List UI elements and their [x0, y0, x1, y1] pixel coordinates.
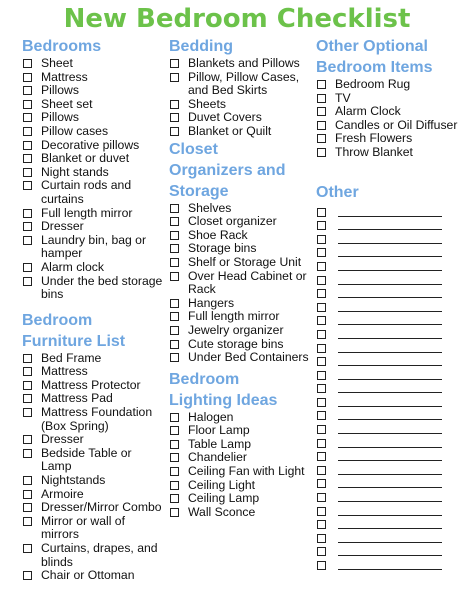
checkbox[interactable] — [170, 231, 179, 240]
checkbox[interactable] — [23, 59, 32, 68]
checklist-item — [169, 438, 312, 452]
checkbox[interactable] — [317, 235, 326, 244]
checkbox[interactable] — [317, 439, 326, 448]
checkbox[interactable] — [170, 100, 179, 109]
checklist-item-label: Blanket or duvet — [41, 151, 130, 166]
checkbox[interactable] — [317, 507, 326, 516]
checklist-item — [169, 324, 312, 338]
checklist-item-label: Sheet set — [41, 96, 93, 111]
checklist-item — [316, 78, 466, 92]
checkbox[interactable] — [23, 381, 32, 390]
checklist-item — [316, 105, 466, 119]
checkbox[interactable] — [317, 398, 326, 407]
checklist-item-label: Ceiling Light — [188, 477, 256, 492]
checklist-item — [169, 256, 312, 270]
blank-checklist-item — [316, 532, 466, 546]
checklist-item-label: Shoe Rack — [188, 227, 248, 242]
checkbox[interactable] — [317, 221, 326, 230]
blank-checklist-item — [316, 301, 466, 315]
checklist-item-label: TV — [335, 90, 351, 105]
checkbox[interactable] — [317, 520, 326, 529]
section-heading-furniture-line1: Bedroom — [22, 311, 93, 329]
checkbox[interactable] — [23, 100, 32, 109]
checkbox[interactable] — [170, 508, 179, 517]
section-heading-optional-line2: Bedroom Items — [316, 59, 433, 76]
checklist-item-label: Mattress Pad — [41, 391, 113, 406]
checkbox[interactable] — [170, 413, 179, 422]
write-in-line[interactable] — [338, 392, 442, 393]
checklist-item — [22, 379, 164, 393]
checklist-item-label: Mattress Foundation (Box Spring) — [41, 405, 153, 433]
checklist-item — [22, 542, 164, 569]
blank-checklist-item — [316, 382, 466, 396]
blank-checklist-item — [316, 314, 466, 328]
checkbox[interactable] — [170, 453, 179, 462]
checklist-item — [169, 338, 312, 352]
section-heading-closet-line2: Organizers and — [169, 161, 286, 179]
write-in-line[interactable] — [338, 555, 442, 556]
checklist-item-label: Pillows — [41, 110, 79, 125]
checklist-item-label: Nightstands — [41, 473, 106, 488]
checklist-item — [169, 465, 312, 479]
blank-checklist-item — [316, 342, 466, 356]
checklist-item — [169, 71, 312, 98]
blank-checklist-item — [316, 233, 466, 247]
blank-checklist-item — [316, 545, 466, 559]
write-in-line[interactable] — [338, 365, 442, 366]
blank-checklist-item — [316, 464, 466, 478]
blank-checklist-item — [316, 274, 466, 288]
checkbox[interactable] — [317, 316, 326, 325]
section-heading-lighting-line2: Lighting Ideas — [169, 391, 278, 409]
checklist-item-label: Candles or Oil Diffuser — [335, 117, 458, 132]
checklist-item — [169, 215, 312, 229]
checklist-item-label: Bedside Table or Lamp — [41, 445, 132, 474]
checklist-item-label: Cute storage bins — [188, 336, 284, 351]
section-heading-optional-line1: Other Optional — [316, 38, 428, 55]
checklist-item — [22, 392, 164, 406]
write-in-line[interactable] — [338, 284, 442, 285]
checkbox[interactable] — [23, 222, 32, 231]
checkbox[interactable] — [317, 547, 326, 556]
write-in-line[interactable] — [338, 270, 442, 271]
checklist-item-label: Shelf or Storage Unit — [188, 254, 302, 269]
checklist-item — [22, 488, 164, 502]
checklist-item-label: Mirror or wall of mirrors — [41, 513, 125, 542]
checklist-item-label: Floor Lamp — [188, 423, 250, 438]
checklist-item — [22, 569, 164, 583]
checkbox[interactable] — [170, 481, 179, 490]
write-in-line[interactable] — [338, 433, 442, 434]
checklist-item — [22, 474, 164, 488]
section-heading-bedrooms: Bedrooms — [22, 38, 102, 55]
checklist-item — [22, 71, 164, 85]
checklist-item-label: Pillows — [41, 83, 79, 98]
write-in-line[interactable] — [338, 243, 442, 244]
checkbox[interactable] — [23, 86, 32, 95]
checkbox[interactable] — [317, 466, 326, 475]
checklist-item — [22, 275, 164, 302]
checkbox[interactable] — [23, 490, 32, 499]
checklist-item — [22, 125, 164, 139]
checklist-item — [22, 220, 164, 234]
blank-checklist-item — [316, 437, 466, 451]
write-in-line[interactable] — [338, 297, 442, 298]
checklist-item-label: Curtains, drapes, and blinds — [41, 541, 158, 569]
checkbox[interactable] — [317, 262, 326, 271]
checklist-item — [22, 57, 164, 71]
blank-checklist-item — [316, 505, 466, 519]
write-in-line[interactable] — [338, 229, 442, 230]
checklist-item — [22, 152, 164, 166]
checkbox[interactable] — [23, 449, 32, 458]
checkbox[interactable] — [23, 127, 32, 136]
blank-checklist-item — [316, 355, 466, 369]
blank-checklist-item — [316, 423, 466, 437]
checklist-item-label: Ceiling Lamp — [188, 491, 260, 506]
checklist-item — [169, 98, 312, 112]
checkbox[interactable] — [170, 272, 179, 281]
checkbox[interactable] — [23, 154, 32, 163]
blank-checklist-item — [316, 287, 466, 301]
checklist-item — [316, 132, 466, 146]
checklist-item — [169, 57, 312, 71]
checklist-item-label: Table Lamp — [188, 436, 252, 451]
write-in-line[interactable] — [338, 487, 442, 488]
checkbox[interactable] — [317, 208, 326, 217]
checkbox[interactable] — [23, 354, 32, 363]
checklist-item — [22, 139, 164, 153]
checklist-item — [169, 411, 312, 425]
checklist-item — [169, 242, 312, 256]
checkbox[interactable] — [170, 244, 179, 253]
checkbox[interactable] — [170, 353, 179, 362]
checklist-item-label: Mattress — [41, 364, 88, 379]
blank-checklist-item — [316, 559, 466, 573]
checklist-item-label: Bedroom Rug — [335, 77, 411, 91]
checkbox[interactable] — [23, 517, 32, 526]
column-2 — [169, 36, 312, 519]
checklist-item-label: Halogen — [188, 409, 234, 424]
checklist-item-label: Decorative pillows — [41, 137, 140, 152]
closet-list — [169, 202, 312, 365]
blank-checklist-item — [316, 369, 466, 383]
checkbox[interactable] — [317, 344, 326, 353]
checklist-item — [169, 506, 312, 520]
checklist-item-label: Alarm clock — [41, 259, 104, 274]
checklist-item-label: Throw Blanket — [335, 144, 413, 159]
checklist-item-label: Dresser/Mirror Combo — [41, 500, 162, 515]
section-heading-other: Other — [316, 183, 359, 201]
write-in-line[interactable] — [338, 447, 442, 448]
write-in-line[interactable] — [338, 501, 442, 502]
section-heading-lighting-line1: Bedroom — [169, 370, 240, 388]
checkbox[interactable] — [317, 134, 326, 143]
write-in-line[interactable] — [338, 542, 442, 543]
checklist-item — [22, 501, 164, 515]
checklist-item — [169, 202, 312, 216]
checkbox[interactable] — [317, 330, 326, 339]
checkbox[interactable] — [317, 121, 326, 130]
checklist-item-label: Curtain rods and curtains — [41, 178, 132, 206]
furniture-list — [22, 352, 164, 583]
checkbox[interactable] — [170, 258, 179, 267]
checklist-item-label: Under the bed storage bins — [41, 273, 163, 302]
checkbox[interactable] — [170, 326, 179, 335]
blank-checklist-item — [316, 477, 466, 491]
blank-checklist-item — [316, 260, 466, 274]
blank-checklist-item — [316, 396, 466, 410]
checkbox[interactable] — [317, 534, 326, 543]
write-in-line[interactable] — [338, 474, 442, 475]
checklist-item-label: Mattress — [41, 69, 88, 84]
blank-checklist-item — [316, 246, 466, 260]
checklist-item-label: Night stands — [41, 164, 109, 179]
checklist-item — [22, 406, 164, 433]
checklist-item — [22, 433, 164, 447]
checklist-item-label: Under Bed Containers — [188, 350, 309, 365]
blank-checklist-item — [316, 219, 466, 233]
checkbox[interactable] — [317, 94, 326, 103]
checkbox[interactable] — [23, 394, 32, 403]
section-heading-closet-line1: Closet — [169, 140, 218, 158]
checklist-item — [169, 479, 312, 493]
checkbox[interactable] — [317, 303, 326, 312]
checkbox[interactable] — [170, 113, 179, 122]
checkbox[interactable] — [170, 440, 179, 449]
write-in-line[interactable] — [338, 324, 442, 325]
checkbox[interactable] — [23, 367, 32, 376]
checkbox[interactable] — [23, 141, 32, 150]
bedrooms-list — [22, 57, 164, 302]
bedding-list — [169, 57, 312, 139]
checklist-item-label: Blankets and Pillows — [188, 56, 300, 70]
checkbox[interactable] — [170, 494, 179, 503]
checklist-item-label: Armoire — [41, 486, 84, 501]
write-in-line[interactable] — [338, 460, 442, 461]
checkbox[interactable] — [317, 357, 326, 366]
checklist-item — [22, 515, 164, 542]
checklist-item-label: Alarm Clock — [335, 104, 401, 119]
checklist-item — [169, 125, 312, 139]
checklist-item-label: Over Head Cabinet or Rack — [188, 268, 307, 297]
checkbox[interactable] — [170, 299, 179, 308]
checklist-item — [22, 207, 164, 221]
checklist-item-label: Chandelier — [188, 450, 247, 465]
checklist-item-label: Laundry bin, bag or hamper — [41, 232, 147, 261]
column-3 — [316, 36, 466, 573]
write-in-line[interactable] — [338, 419, 442, 420]
checklist-item — [22, 179, 164, 206]
checklist-item — [22, 111, 164, 125]
checkbox[interactable] — [23, 277, 32, 286]
checkbox[interactable] — [23, 408, 32, 417]
checkbox[interactable] — [317, 479, 326, 488]
checklist-item-label: Shelves — [188, 200, 232, 215]
checklist-item — [169, 111, 312, 125]
checklist-item — [169, 351, 312, 365]
write-in-line[interactable] — [338, 216, 442, 217]
other-blank-list — [316, 206, 466, 573]
checkbox[interactable] — [317, 289, 326, 298]
checklist-item — [22, 84, 164, 98]
checkbox[interactable] — [23, 73, 32, 82]
checkbox[interactable] — [317, 248, 326, 257]
checkbox[interactable] — [23, 476, 32, 485]
checklist-item-label: Duvet Covers — [188, 110, 262, 125]
checklist-item-label: Storage bins — [188, 241, 257, 256]
blank-checklist-item — [316, 328, 466, 342]
checklist-item-label: Ceiling Fan with Light — [188, 464, 305, 479]
checkbox[interactable] — [317, 561, 326, 570]
checklist-item-label: Mattress Protector — [41, 377, 141, 392]
checkbox[interactable] — [317, 411, 326, 420]
column-1 — [22, 36, 164, 583]
checkbox[interactable] — [317, 493, 326, 502]
write-in-line[interactable] — [338, 338, 442, 339]
checkbox[interactable] — [23, 571, 32, 580]
checklist-item-label: Bed Frame — [41, 350, 102, 365]
write-in-line[interactable] — [338, 256, 442, 257]
checklist-item-label: Full length mirror — [188, 309, 280, 324]
checklist-item — [316, 92, 466, 106]
checklist-item — [22, 447, 164, 474]
checklist-item — [169, 310, 312, 324]
write-in-line[interactable] — [338, 352, 442, 353]
checkbox[interactable] — [170, 340, 179, 349]
checkbox[interactable] — [317, 371, 326, 380]
write-in-line[interactable] — [338, 406, 442, 407]
checkbox[interactable] — [317, 384, 326, 393]
write-in-line[interactable] — [338, 515, 442, 516]
checklist-item-label: Dresser — [41, 432, 84, 447]
checklist-item-label: Fresh Flowers — [335, 131, 413, 146]
checklist-item-label: Closet organizer — [188, 214, 277, 229]
checkbox[interactable] — [170, 127, 179, 136]
blank-checklist-item — [316, 409, 466, 423]
checkbox[interactable] — [170, 312, 179, 321]
checkbox[interactable] — [23, 168, 32, 177]
checklist-item — [22, 166, 164, 180]
blank-checklist-item — [316, 450, 466, 464]
checkbox[interactable] — [317, 452, 326, 461]
checklist-item-label: Pillow, Pillow Cases, and Bed Skirts — [188, 69, 300, 98]
checklist-item — [169, 424, 312, 438]
checklist-item-label: Sheets — [188, 96, 226, 111]
checkbox[interactable] — [23, 435, 32, 444]
checklist-item — [22, 352, 164, 366]
checklist-item — [22, 98, 164, 112]
write-in-line[interactable] — [338, 311, 442, 312]
checkbox[interactable] — [317, 107, 326, 116]
checkbox[interactable] — [170, 426, 179, 435]
checklist-item-label: Pillow cases — [41, 123, 109, 138]
write-in-line[interactable] — [338, 528, 442, 529]
checkbox[interactable] — [317, 276, 326, 285]
write-in-line[interactable] — [338, 569, 442, 570]
page-title: New Bedroom Checklist — [63, 4, 411, 34]
checkbox[interactable] — [170, 59, 179, 68]
checkbox[interactable] — [23, 503, 32, 512]
lighting-list — [169, 411, 312, 520]
section-heading-bedding: Bedding — [169, 38, 233, 55]
checkbox[interactable] — [170, 467, 179, 476]
blank-checklist-item — [316, 518, 466, 532]
checklist-item-label: Wall Sconce — [188, 504, 256, 519]
checklist-item — [22, 261, 164, 275]
checklist-item-label: Hangers — [188, 295, 235, 310]
checklist-item — [169, 492, 312, 506]
checkbox[interactable] — [170, 73, 179, 82]
checklist-item — [169, 297, 312, 311]
checklist-item — [316, 146, 466, 160]
optional-list — [316, 78, 466, 160]
checkbox[interactable] — [170, 204, 179, 213]
write-in-line[interactable] — [338, 379, 442, 380]
checkbox[interactable] — [317, 425, 326, 434]
checkbox[interactable] — [317, 80, 326, 89]
checklist-item — [169, 451, 312, 465]
checklist-item-label: Full length mirror — [41, 205, 133, 220]
checkbox[interactable] — [23, 181, 32, 190]
checklist-item-label: Sheet — [41, 56, 73, 70]
checkbox[interactable] — [317, 148, 326, 157]
blank-checklist-item — [316, 206, 466, 220]
checklist-item-label: Chair or Ottoman — [41, 568, 135, 583]
checklist-item — [169, 270, 312, 297]
checklist-item — [22, 234, 164, 261]
checklist-item — [22, 365, 164, 379]
checklist-item — [316, 119, 466, 133]
section-heading-furniture-line2: Furniture List — [22, 332, 126, 350]
checkbox[interactable] — [23, 113, 32, 122]
section-heading-closet-line3: Storage — [169, 182, 229, 200]
checkbox[interactable] — [23, 263, 32, 272]
checkbox[interactable] — [23, 209, 32, 218]
checkbox[interactable] — [23, 236, 32, 245]
checklist-item-label: Dresser — [41, 219, 84, 234]
checklist-item — [169, 229, 312, 243]
checklist-item-label: Blanket or Quilt — [188, 123, 272, 138]
checkbox[interactable] — [170, 217, 179, 226]
checklist-item-label: Jewelry organizer — [188, 322, 284, 337]
blank-checklist-item — [316, 491, 466, 505]
checkbox[interactable] — [23, 544, 32, 553]
